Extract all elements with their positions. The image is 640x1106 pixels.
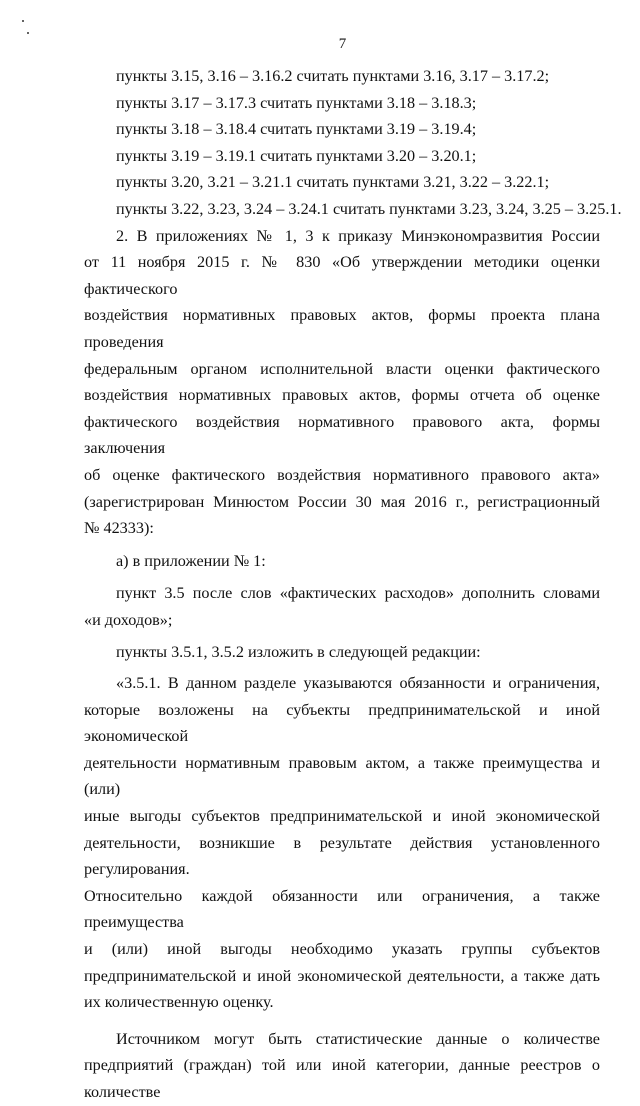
text-line: (зарегистрирован Минюстом России 30 мая 2016 г., регистрационный <box>84 492 600 511</box>
text-line: пункт 3.5 после слов «фактических расходов» дополнить словами <box>116 584 600 603</box>
text-line: 2. В приложениях № 1, 3 к приказу Минэкономразвития России <box>116 226 600 245</box>
page-number: 7 <box>338 36 347 52</box>
text-line: их количественную оценку. <box>84 993 274 1012</box>
text-line: которые возложены на субъекты предпринимательской и иной экономической <box>84 700 600 746</box>
text-line: № 42333): <box>84 519 154 538</box>
text-line: пункты 3.5.1, 3.5.2 изложить в следующей редакции: <box>116 643 481 662</box>
text-line: воздействия нормативных правовых актов, формы отчета об оценке <box>84 386 600 405</box>
text-line: иные выгоды субъектов предпринимательской и иной экономической <box>84 807 600 826</box>
text-line: пункты 3.18 – 3.18.4 считать пунктами 3.19 – 3.19.4; <box>116 120 477 139</box>
text-line: деятельности нормативным правовым актом, а также преимущества и (или) <box>84 753 600 799</box>
text-line: Относительно каждой обязанности или ограничения, а также преимущества <box>84 886 600 932</box>
scan-speck <box>27 32 29 34</box>
text-line: деятельности, возникшие в результате действия установленного регулирования. <box>84 833 600 879</box>
text-line: федеральным органом исполнительной власти оценки фактического <box>84 359 600 378</box>
text-line: «3.5.1. В данном разделе указываются обязанности и ограничения, <box>116 674 600 693</box>
document-body <box>84 63 622 1106</box>
text-line: пункты 3.15, 3.16 – 3.16.2 считать пунктами 3.16, 3.17 – 3.17.2; <box>116 67 550 85</box>
text-line: об оценке фактического воздействия нормативного правового акта» <box>84 465 600 484</box>
text-line: «и доходов»; <box>84 610 173 629</box>
text-line: от 11 ноября 2015 г. № 830 «Об утверждении методики оценки фактического <box>84 253 600 298</box>
scan-speck <box>22 20 24 22</box>
text-line: фактического воздействия нормативного правового акта, формы заключения <box>84 412 600 458</box>
text-line: предприятий (граждан) той или иной категории, данные реестров о количестве <box>84 1056 600 1101</box>
text-line: и (или) иной выгоды необходимо указать группы субъектов <box>84 940 600 958</box>
text-line: пункты 3.19 – 3.19.1 считать пунктами 3.20 – 3.20.1; <box>116 146 477 165</box>
text-line: пункты 3.17 – 3.17.3 считать пунктами 3.18 – 3.18.3; <box>116 93 477 112</box>
text-line: пункты 3.22, 3.23, 3.24 – 3.24.1 считать пунктами 3.23, 3.24, 3.25 – 3.25.1. <box>116 199 622 218</box>
text-line: предпринимательской и иной экономической деятельности, а также дать <box>84 966 600 985</box>
text-line: воздействия нормативных правовых актов, формы проекта плана проведения <box>84 306 600 351</box>
text-line: Источником могут быть статистические данные о количестве <box>116 1029 600 1048</box>
text-line: а) в приложении № 1: <box>116 551 266 570</box>
text-line: пункты 3.20, 3.21 – 3.21.1 считать пунктами 3.21, 3.22 – 3.22.1; <box>116 173 550 192</box>
